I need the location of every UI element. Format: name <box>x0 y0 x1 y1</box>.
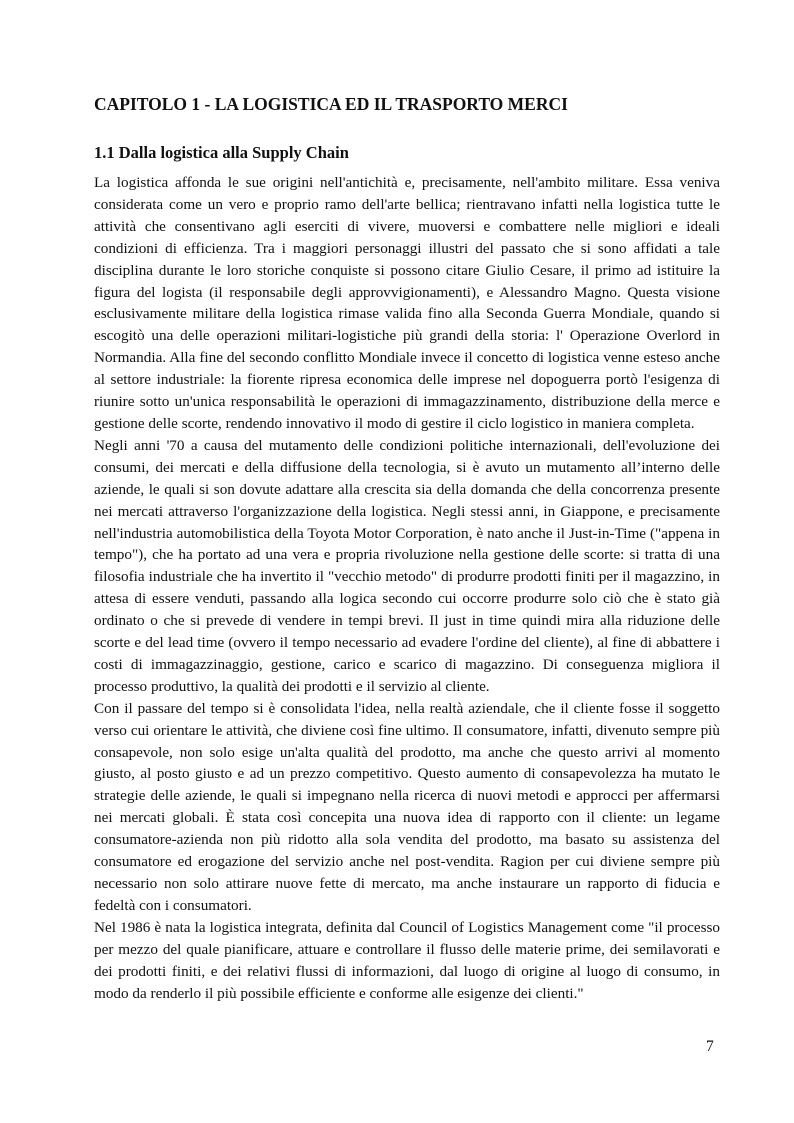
paragraph-1: La logistica affonda le sue origini nell'antichità e, precisamente, nell'ambito militare. Essa veniva considerata come un vero e proprio ramo dell'arte bellica; rientravano infatti nella logistica tutte le attività che consentivano agli eserciti di vivere, muoversi e combattere nelle migliori e ideali condizioni di efficienza. Tra i maggiori personaggi illustri del passato che si sono affidati a tale disciplina durante le loro storiche conquiste si possono citare Giulio Cesare, il primo ad istituire la figura del logista (il responsabile degli approvvigionamenti), e Alessandro Magno. Questa visione esclusivamente militare della logistica rimase valida fino alla Seconda Guerra Mondiale, quando si escogitò una delle operazioni militari-logistiche più grandi della storia: l' Operazione Overlord in Normandia. Alla fine del secondo conflitto Mondiale invece il concetto di logistica venne esteso anche al settore industriale: la fiorente ripresa economica delle imprese nel dopoguerra portò l'esigenza di riunire sotto un'unica responsabilità le operazioni di immagazzinamento, distribuzione della merce e gestione delle scorte, rendendo innovativo il modo di gestire il ciclo logistico in maniera completa. <box>94 174 720 432</box>
chapter-title: CAPITOLO 1 - LA LOGISTICA ED IL TRASPORTO MERCI <box>94 94 568 114</box>
body-text <box>94 172 720 1004</box>
paragraph-3: Con il passare del tempo si è consolidata l'idea, nella realtà aziendale, che il cliente fosse il soggetto verso cui orientare le attività, che diviene così fine ultimo. Il consumatore, infatti, divenuto sempre più consapevole, non solo esige un'alta qualità del prodotto, ma anche che questo arrivi al momento giusto, al posto giusto e ad un prezzo competitivo. Questo aumento di consapevolezza ha mutato le strategie delle aziende, le quali si impegnano nella ricerca di nuovi metodi e approcci per affermarsi nei mercati globali. È stata così concepita una nuova idea di rapporto con il cliente: un legame consumatore-azienda non più ridotto alla sola vendita del prodotto, ma basato su assistenza del consumatore ed erogazione del servizio anche nel post-vendita. Ragion per cui diviene sempre più necessario non solo attirare nuove fette di mercato, ma anche instaurare un rapporto di fiducia e fedeltà con i consumatori. <box>94 699 720 914</box>
section-title: 1.1 Dalla logistica alla Supply Chain <box>94 143 349 162</box>
paragraph-2: Negli anni '70 a causa del mutamento delle condizioni politiche internazionali, dell'evoluzione dei consumi, dei mercati e della diffusione della tecnologia, si è avuto un mutamento all’interno delle aziende, le quali si son dovute adattare alla crescita sia della domanda che della concorrenza presente nei mercati attraverso l'organizzazione della logistica. Negli stessi anni, in Giappone, e precisamente nell'industria automobilistica della Toyota Motor Corporation, è nato anche il Just-in-Time ("appena in tempo"), che ha portato ad una vera e propria rivoluzione nella gestione delle scorte: si tratta di una filosofia industriale che ha invertito il "vecchio metodo" di produrre prodotti finiti per il magazzino, in attesa di essere venduti, passando alla logica secondo cui occorre produrre solo ciò che è stato già ordinato o che si prevede di vendere in tempi brevi. Il just in time quindi mira alla riduzione delle scorte e del lead time (ovvero il tempo necessario ad evadere l'ordine del cliente), al fine di abbattere i costi di immagazzinaggio, gestione, carico e scarico di magazzino. Di conseguenza migliora il processo produttivo, la qualità dei prodotti e il servizio al cliente. <box>94 436 720 695</box>
page-number: 7 <box>706 1038 714 1055</box>
paragraph-4: Nel 1986 è nata la logistica integrata, definita dal Council of Logistics Management come "il processo per mezzo del quale pianificare, attuare e controllare il flusso delle materie prime, dei semilavorati e dei prodotti finiti, e dei relativi flussi di informazioni, dal luogo di origine al luogo di consumo, in modo da renderlo il più possibile efficiente e conforme alle esigenze dei clienti." <box>94 918 720 1002</box>
